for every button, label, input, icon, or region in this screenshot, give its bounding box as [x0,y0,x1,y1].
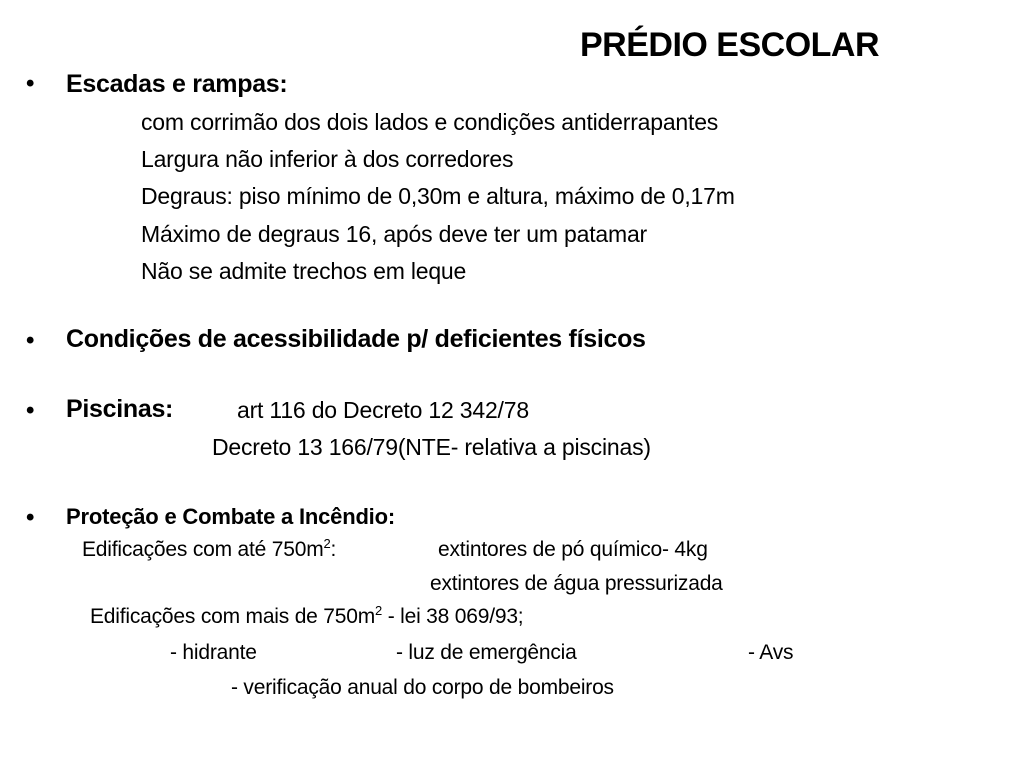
fire-row-value: extintores de água pressurizada [430,572,723,595]
section-heading-escadas: Escadas e rampas: [66,70,288,98]
text-line: Largura não inferior à dos corredores [141,146,514,172]
section-heading-piscinas: Piscinas: [66,395,174,423]
fire-item: - luz de emergência [396,641,577,664]
bullet-marker: • [26,327,35,354]
fire-item: - Avs [748,641,794,664]
text-line: Decreto 13 166/79(NTE- relativa a piscinas) [212,434,651,460]
fire-row-label: Edificações com mais de $750m^2$ - lei 38 069/93; [90,603,524,628]
fire-row-label: Edificações com até $750m^2$: [82,536,337,561]
text-line: Degraus: piso mínimo de 0,30m e altura, máximo de 0,17m [141,183,735,209]
section-heading-incendio: Proteção e Combate a Incêndio: [66,504,395,529]
fire-item: - hidrante [170,641,257,664]
fire-row-value: extintores de pó químico- 4kg [438,538,708,561]
bullet-marker: • [26,504,35,531]
text-line: Não se admite trechos em leque [141,258,467,284]
slide-title: PRÉDIO ESCOLAR [580,26,880,64]
text-line: Máximo de degraus 16, após deve ter um patamar [141,221,648,247]
text-line: com corrimão dos dois lados e condições antiderrapantes [141,109,719,135]
section-heading-acessibilidade: Condições de acessibilidade p/ deficientes físicos [66,325,646,353]
text-line: art 116 do Decreto 12 342/78 [237,397,529,423]
fire-item: - verificação anual do corpo de bombeiros [231,676,614,699]
bullet-marker: • [26,397,35,424]
bullet-marker: • [26,70,35,97]
